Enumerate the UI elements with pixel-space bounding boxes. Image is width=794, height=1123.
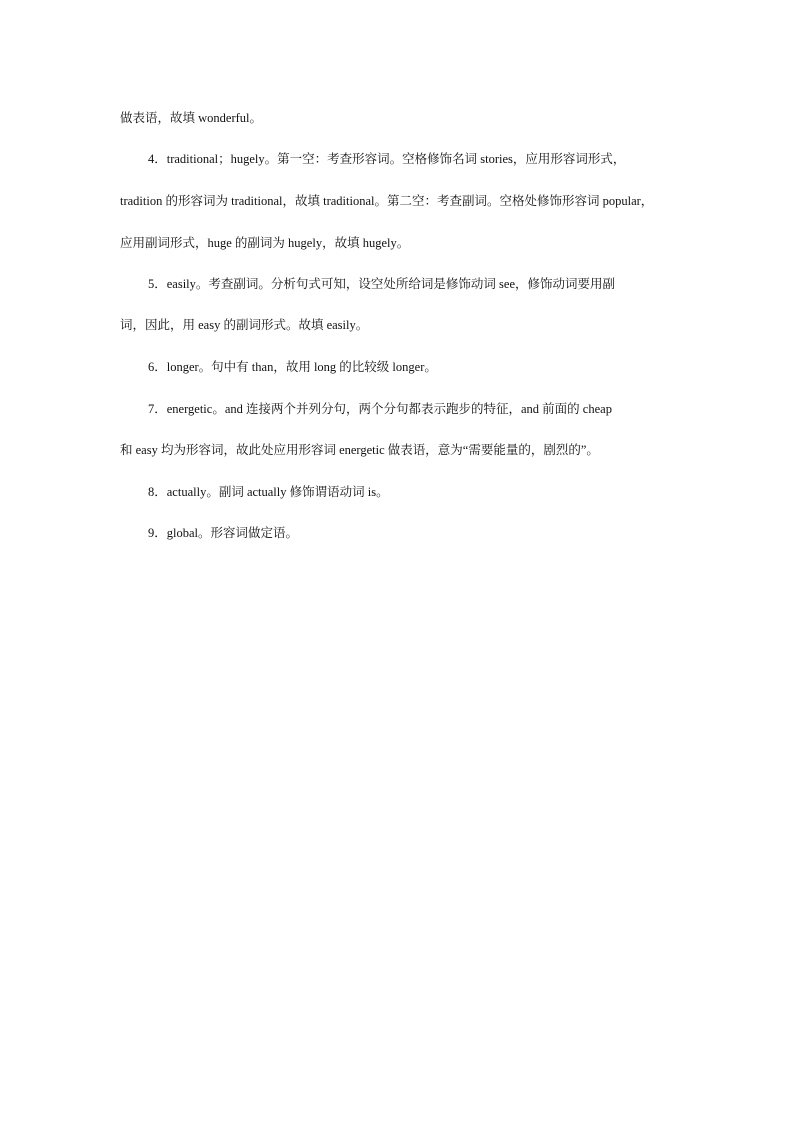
answer-item-4: 4．traditional；hugely。第一空：考查形容词。空格修饰名词 stories，应用形容词形式，	[148, 152, 626, 166]
answer-text-line: 应用副词形式，huge 的副词为 hugely，故填 hugely。	[120, 236, 410, 250]
answer-text-line: 词，因此，用 easy 的副词形式。故填 easily。	[120, 318, 369, 332]
answer-item-8: 8．actually。副词 actually 修饰谓语动词 is。	[148, 485, 389, 499]
answer-item-5: 5．easily。考查副词。分析句式可知，设空处所给词是修饰动词 see，修饰动词要用副	[148, 277, 615, 291]
answer-item-7: 7．energetic。and 连接两个并列分句，两个分句都表示跑步的特征，and 前面的 cheap	[148, 402, 612, 416]
answer-text-line: 做表语，故填 wonderful。	[120, 111, 262, 125]
answer-text-line: 和 easy 均为形容词，故此处应用形容词 energetic 做表语，意为“需要能量的，剧烈的”。	[120, 443, 599, 457]
answer-text-line: tradition 的形容词为 traditional，故填 traditional。第二空：考查副词。空格处修饰形容词 popular，	[120, 194, 654, 208]
answer-item-9: 9．global。形容词做定语。	[148, 526, 298, 540]
answer-item-6: 6．longer。句中有 than，故用 long 的比较级 longer。	[148, 360, 437, 374]
